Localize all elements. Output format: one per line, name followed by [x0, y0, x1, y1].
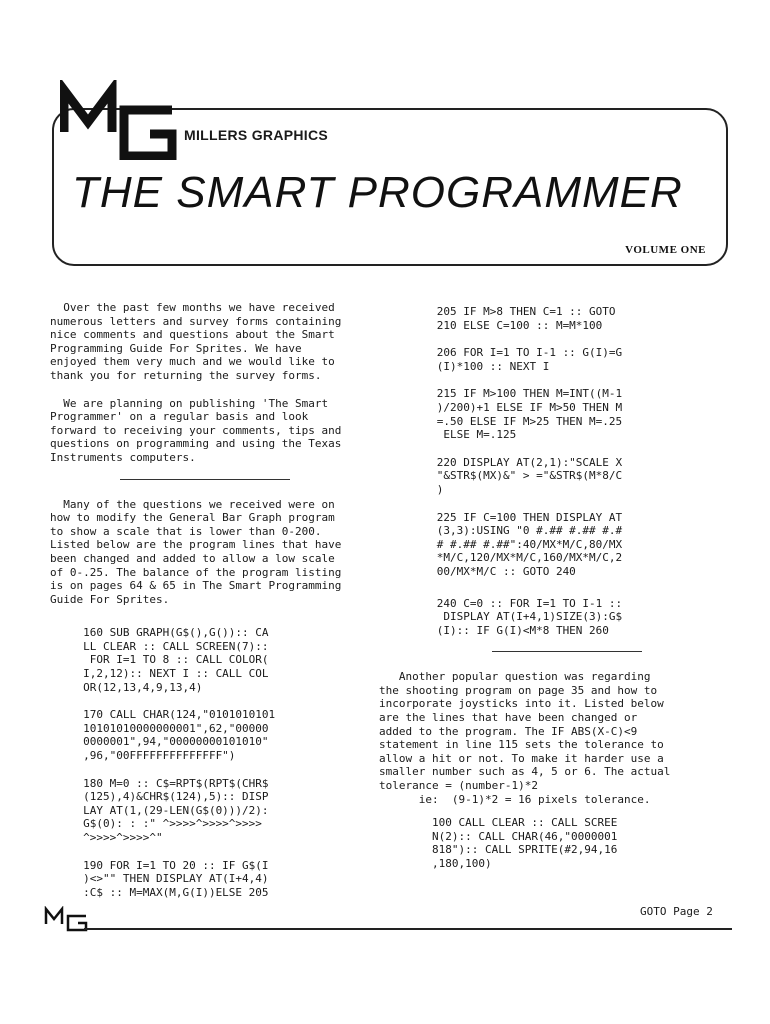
footer-rule [84, 928, 732, 930]
code-line: 0000001",94,"00000000101010" [50, 735, 269, 749]
text-line: to show a scale that is lower than 0-200. [50, 524, 322, 538]
footer-logo [44, 906, 88, 932]
intro-paragraph [50, 301, 380, 383]
text-line: forward to receiving your comments, tips and [50, 423, 342, 437]
text-line: the shooting program on page 35 and how to [379, 683, 658, 697]
code-line: 10101010000000001",62,"00000 [50, 721, 269, 735]
code-line: 00/MX*M/C :: GOTO 240 [397, 564, 576, 578]
code-line: 220 DISPLAY AT(2,1):"SCALE X [397, 455, 623, 469]
text-line: nice comments and questions about the Smart [50, 328, 335, 342]
text-line: been changed and added to allow a low scale [50, 551, 335, 565]
code-line-180 [50, 777, 380, 845]
text-line: added to the program. The IF ABS(X-C)<9 [379, 724, 638, 738]
publisher-name: MILLERS GRAPHICS [184, 127, 329, 143]
text-line: how to modify the General Bar Graph program [50, 511, 335, 525]
page-title: THE SMART PROGRAMMER [72, 168, 683, 217]
text-line: of 0-.25. The balance of the program listing [50, 565, 342, 579]
code-line: ^>>>>^>>>>^" [50, 831, 163, 844]
code-line: ,180,100) [379, 857, 492, 870]
text-line: are the lines that have been changed or [379, 711, 638, 725]
section-divider [120, 479, 290, 480]
text-line: Programming Guide For Sprites. We have [50, 341, 302, 355]
code-line: "&STR$(MX)&" > ="&STR$(M*8/C [397, 469, 623, 483]
code-line-206 [397, 346, 732, 373]
text-line: Over the past few months we have received [50, 301, 335, 314]
code-line: (125),4)&CHR$(124),5):: DISP [50, 790, 269, 804]
code-line: OR(12,13,4,9,13,4) [50, 680, 203, 694]
text-line: We are planning on publishing 'The Smart [50, 396, 329, 410]
text-line: smaller number such as 4, 5 or 6. The actual [379, 765, 671, 779]
code-line: :C$ :: M=MAX(M,G(I))ELSE 205 [50, 885, 269, 899]
joystick-paragraph [379, 670, 732, 806]
right-column [379, 305, 732, 871]
code-line: 818"):: CALL SPRITE(#2,94,16 [379, 843, 618, 857]
code-line: 160 SUB GRAPH(G$(),G()):: CA [50, 626, 269, 640]
code-line: )<>"" THEN DISPLAY AT(I+4,4) [50, 872, 269, 886]
code-line: 206 FOR I=1 TO I-1 :: G(I)=G [397, 346, 623, 360]
code-line: 180 M=0 :: C$=RPT$(RPT$(CHR$ [50, 776, 269, 790]
goto-page-link: GOTO Page 2 [640, 905, 713, 918]
code-line-190 [50, 859, 380, 900]
volume-label: VOLUME ONE [625, 244, 706, 256]
code-line: (3,3):USING "0 #.## #.## #.# [397, 524, 623, 538]
text-line: Guide For Sprites. [50, 592, 170, 606]
code-line: G$(0): : :" ^>>>>^>>>>^>>>> [50, 817, 262, 831]
code-line: (I)*100 :: NEXT I [397, 359, 550, 373]
section-divider [492, 651, 642, 652]
code-line: =.50 ELSE IF M>25 THEN M=.25 [397, 414, 623, 428]
text-line: Another popular question was regarding [379, 670, 651, 684]
code-line-240 [397, 597, 732, 638]
code-line: 170 CALL CHAR(124,"0101010101 [50, 708, 276, 722]
code-line-215 [397, 387, 732, 441]
code-line: FOR I=1 TO 8 :: CALL COLOR( [50, 653, 269, 667]
code-line: LL CLEAR :: CALL SCREEN(7):: [50, 639, 269, 653]
text-line: enjoyed them very much and we would like to [50, 355, 335, 369]
text-line: statement in line 115 sets the tolerance to [379, 738, 664, 752]
code-line: 205 IF M>8 THEN C=1 :: GOTO [397, 305, 616, 318]
code-line: I,2,12):: NEXT I :: CALL COL [50, 667, 269, 681]
code-line: )/200)+1 ELSE IF M>50 THEN M [397, 400, 623, 414]
code-line: 210 ELSE C=100 :: M=M*100 [397, 318, 603, 332]
text-line: Instruments computers. [50, 450, 196, 464]
code-line: 240 C=0 :: FOR I=1 TO I-1 :: [397, 596, 623, 610]
code-line: ELSE M=.125 [397, 428, 517, 442]
code-line: N(2):: CALL CHAR(46,"0000001 [379, 829, 618, 843]
code-line: ,96,"00FFFFFFFFFFFFFF") [50, 749, 236, 763]
code-line: ) [397, 482, 444, 496]
text-line: is on pages 64 & 65 in The Smart Programming [50, 579, 342, 593]
code-line: 100 CALL CLEAR :: CALL SCREE [379, 816, 618, 830]
code-line-220 [397, 456, 732, 497]
code-line-160 [50, 626, 380, 694]
text-line: thank you for returning the survey forms. [50, 368, 322, 382]
text-line: Programmer' on a regular basis and look [50, 410, 309, 424]
text-line: tolerance = (number-1)*2 [379, 779, 538, 793]
code-line-225 [397, 511, 732, 579]
code-line-205 [397, 305, 732, 332]
text-line: ie: (9-1)*2 = 16 pixels tolerance. [379, 792, 651, 806]
bar-graph-paragraph [50, 498, 380, 607]
code-line: 225 IF C=100 THEN DISPLAY AT [397, 510, 623, 524]
code-line-170 [50, 708, 380, 762]
text-line: questions on programming and using the Texas [50, 437, 342, 451]
text-line: allow a hit or not. To make it harder use a [379, 751, 664, 765]
text-line: numerous letters and survey forms containing [50, 314, 342, 328]
code-line: *M/C,120/MX*M/C,160/MX*M/C,2 [397, 551, 623, 565]
code-line: # #.## #.##":40/MX*M/C,80/MX [397, 537, 623, 551]
millers-graphics-logo [60, 80, 178, 160]
code-line: 190 FOR I=1 TO 20 :: IF G$(I [50, 858, 269, 872]
publishing-paragraph [50, 397, 380, 465]
text-line: incorporate joysticks into it. Listed below [379, 697, 664, 711]
left-column [50, 301, 380, 899]
text-line: Listed below are the program lines that have [50, 538, 342, 552]
code-line: DISPLAY AT(I+4,1)SIZE(3):G$ [397, 610, 623, 624]
text-line: Many of the questions we received were on [50, 497, 335, 511]
code-line: 215 IF M>100 THEN M=INT((M-1 [397, 387, 623, 401]
code-line-100 [379, 816, 732, 870]
code-line: (I):: IF G(I)<M*8 THEN 260 [397, 623, 609, 637]
code-line: LAY AT(1,(29-LEN(G$(0)))/2): [50, 803, 269, 817]
